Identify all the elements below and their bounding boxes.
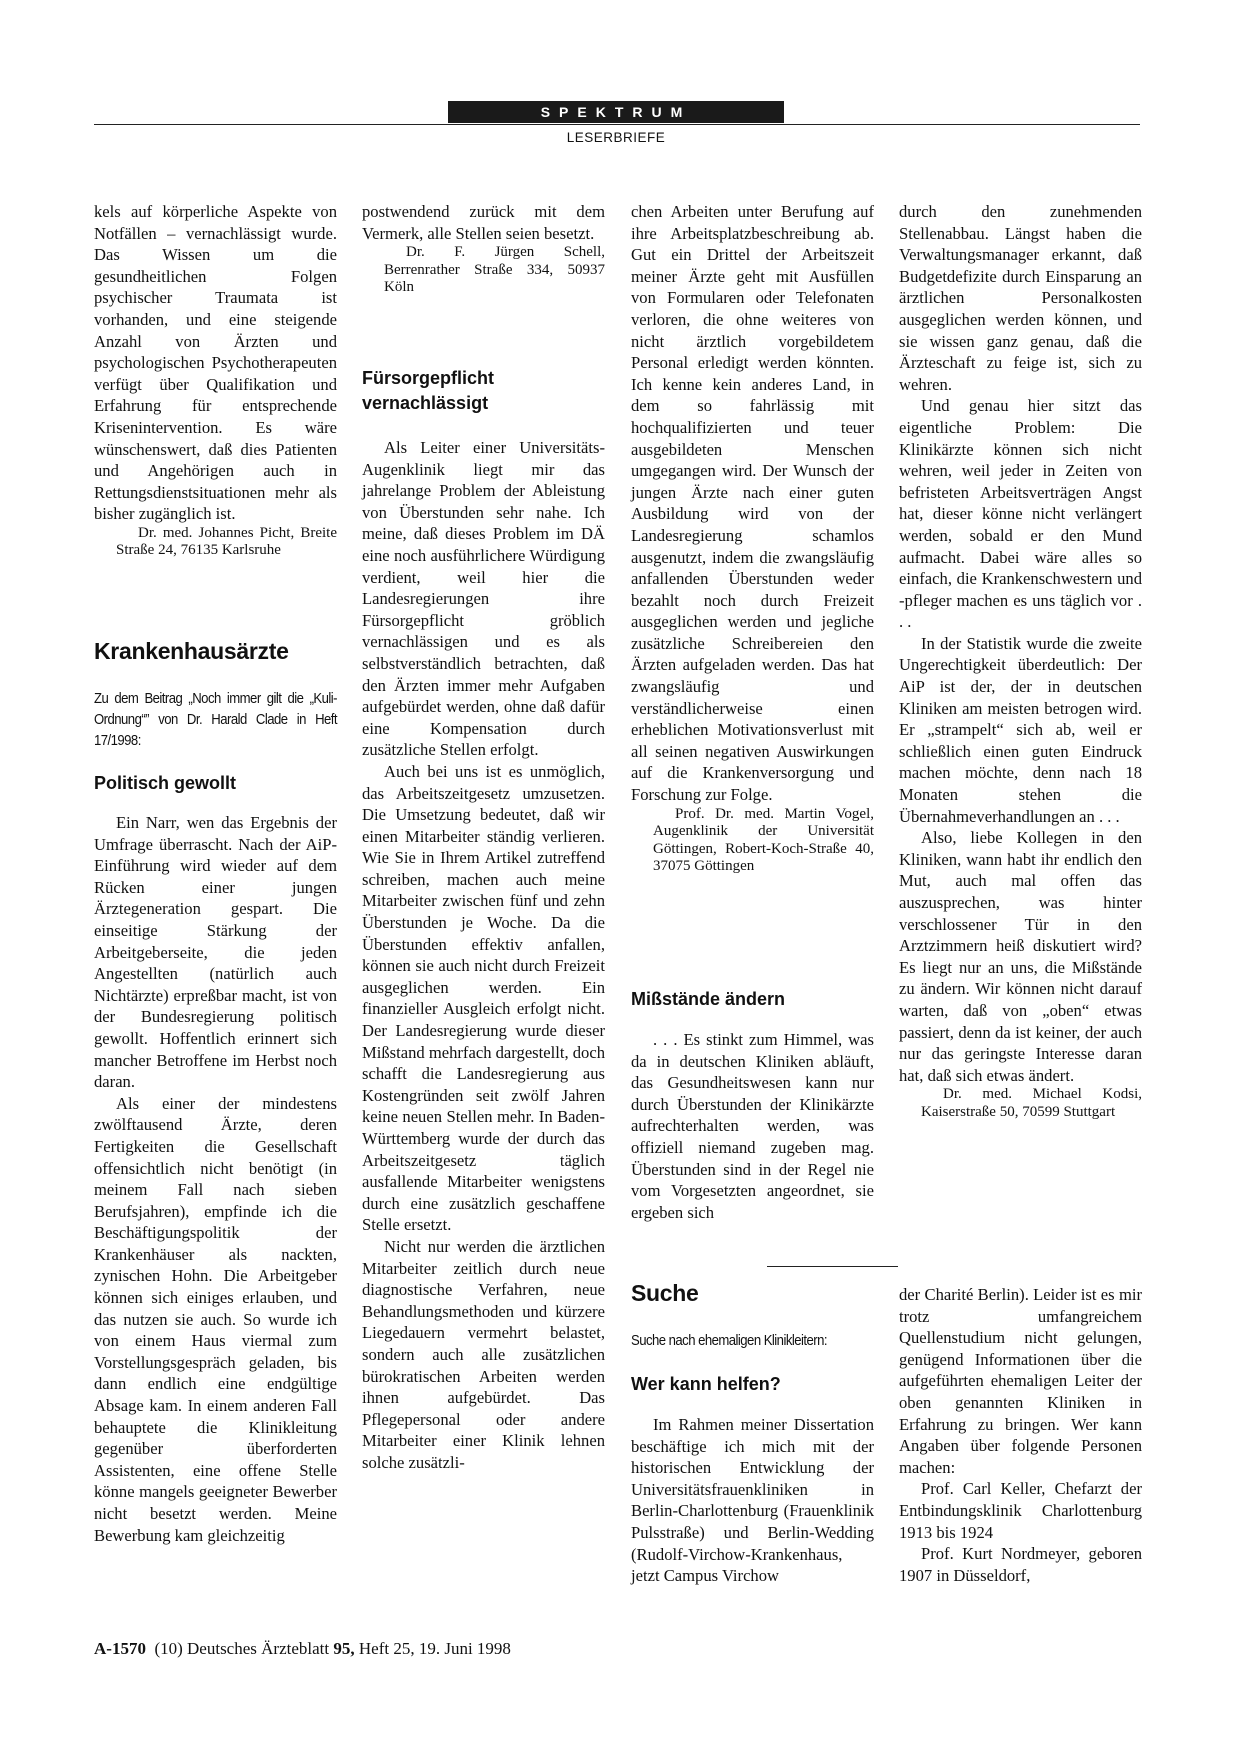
paragraph: Prof. Kurt Nordmeyer, geboren 1907 in Düsseldorf,	[899, 1544, 1142, 1585]
paragraph: Als Leiter einer Universitäts-Augenklinik liegt mir das jahrelange Problem der Ableistung von Überstunden sehr nahe. Ich meine, daß dieses Problem im DÄ eine noch ausführlichere Würdigung verdient, weil hier die Landesregierungen ihre Fürsorgepflicht gröblich vernachlässigen und es als selbstverständlich betrachten, daß den Ärzten immer mehr Aufgaben aufgebürdet werden, ohne daß dafür eine Kompensation durch zusätzliche Stellen erfolgt.	[362, 438, 605, 760]
paragraph: In der Statistik wurde die zweite Ungerechtigkeit überdeutlich: Der AiP ist der, der in deutschen Kliniken am meisten betrogen wird. Er „strampelt“ sich ab, weil er schließlich einen guten Eindruck machen möchte, denn nach 18 Monaten stehen die Übernahmeverhandlungen an . . .	[899, 633, 1142, 826]
section-heading: Krankenhausärzte	[94, 638, 289, 664]
letter-heading: Wer kann helfen?	[631, 1374, 781, 1394]
subsection-label: LESERBRIEFE	[566, 130, 666, 145]
paragraph: Als einer der mindestens zwölftausend Ärzte, deren Fertigkeiten die Gesellschaft offensichtlich nicht benötigt (in meinem Fall nach sieben Berufsjahren), empfinde ich die Beschäftigungspolitik der Krankenhäuser als nackten, zynischen Hohn. Die Arbeitgeber können sich einiges erlauben, und das nutzen sie auch. So wurde ich von einem Haus viermal zum Vorstellungsgespräch geladen, bis dann endlich eine endgültige Absage kam. In einem anderen Fall behauptete die Klinikleitung gegenüber überforderten Assistenten, eine offene Stelle könne mangels geeigneter Bewerber nicht besetzt werden. Meine Bewerbung kam gleichzeitig	[94, 1093, 337, 1545]
journal-name: (10) Deutsches Ärzteblatt	[154, 1639, 330, 1658]
paragraph: Und genau hier sitzt das eigentliche Problem: Die Klinikärzte können sich nicht wehren, weil jeder in Zeiten von befristeten Arbeitsverträgen Angst hat, dieser könne nicht verlängert werden, sobald er den Mund aufmacht. Dabei wäre alles so einfach, die Krankenschwestern und -pfleger machen es uns täglich vor . . .	[899, 396, 1142, 632]
paragraph: durch den zunehmenden Stellenabbau. Längst haben die Verwaltungsmanager erkannt, daß Budgetdefizite durch Einsparung an ärztlichen Personalkosten ausgeglichen werden können, und sie wissen ganz genau, daß die Ärzteschaft zu feige ist, sich zu wehren.	[899, 202, 1142, 394]
paragraph: der Charité Berlin). Leider ist es mir trotz umfangreichem Quellenstudium nicht gelungen, genügend Informationen über die aufgeführten ehemaligen Leiter der oben genannten Kliniken in Erfahrung zu bringen. Wer kann Angaben über folgende Personen machen:	[899, 1285, 1142, 1477]
paragraph: postwendend zurück mit dem Vermerk, alle Stellen seien besetzt.	[362, 202, 605, 243]
signature: Dr. F. Jürgen Schell, Berrenrather Straße 334, 50937 Köln	[384, 244, 605, 296]
letter-heading: Politisch gewollt	[94, 773, 237, 793]
paragraph: . . . Es stinkt zum Himmel, was da in deutschen Kliniken abläuft, das Gesundheitswesen kann nur durch Überstunden der Klinikärzte aufrechterhalten werden, was offiziell niemand zugeben mag. Überstunden sind in der Regel nie vom Vorgesetzten angeordnet, sie ergeben sich	[631, 1030, 874, 1222]
paragraph: chen Arbeiten unter Berufung auf ihre Arbeitsplatzbeschreibung ab. Gut ein Drittel der Arbeitszeit meiner Ärzte geht mit Ausfüllen von Formularen oder Telefonaten verloren, die ohne weiteres von nicht ärztlich vorgebildetem Personal erledigt werden könnten. Ich kenne kein anderes Land, in dem so fahrlässig mit hochqualifizierten und teuer ausgebildeten Menschen umgegangen wird. Der Wunsch der jungen Ärzte nach einer guten Ausbildung wird von der Landesregierung schamlos ausgenutzt, indem die zwangsläufig anfallenden Überstunden weder bezahlt noch durch Freizeit ausgeglichen werden und jegliche zusätzliche Schreibereien den Ärzten aufgeladen werden. Das hat zwangsläufig und verständlicherweise einen erheblichen Motivationsverlust mit all seinen negativen Auswirkungen auf die Krankenversorgung und Forschung zur Folge.	[631, 202, 874, 805]
article-reference: Suche nach ehemaligen Klinikleitern:	[631, 1333, 827, 1349]
section-heading: Suche	[631, 1280, 699, 1306]
letter-heading: Fürsorgepflicht vernachlässigt	[362, 368, 495, 413]
paragraph: Nicht nur werden die ärztlichen Mitarbeiter zeitlich durch neue diagnostische Verfahren, neue Behandlungsmethoden und kürzere Liegedauern vermehrt belastet, sondern auch alle zusätzlichen bürokratischen Arbeiten werden ihnen aufgebürdet. Das Pflegepersonal oder andere Mitarbeiter einer Klinik lehnen solche zusätzli-	[362, 1236, 605, 1472]
letter-heading: Mißstände ändern	[631, 989, 786, 1009]
article-reference: Zu dem Beitrag „Noch immer gilt die „Kuli-Ordnung“” von Dr. Harald Clade in Heft 17/1998:	[94, 691, 337, 749]
paragraph: Prof. Carl Keller, Chefarzt der Entbindungsklinik Charlottenburg 1913 bis 1924	[899, 1479, 1142, 1542]
paragraph: kels auf körperliche Aspekte von Notfällen – vernachlässigt wurde. Das Wissen um die gesundheitlichen Folgen psychischer Traumata ist vorhanden, und eine steigende Anzahl von Ärzten und psychologischen Psychotherapeuten verfügt über Qualifikation und Erfahrung für entsprechende Krisenintervention. Es wäre wünschenswert, daß dies Patienten und Angehörigen auch in Rettungsdienstsituationen mehr als bisher zugänglich ist.	[94, 202, 337, 524]
page-footer	[94, 1639, 511, 1659]
signature: Prof. Dr. med. Martin Vogel, Augenklinik der Universität Göttingen, Robert-Koch-Straße 40, 37075 Göttingen	[653, 805, 874, 875]
paragraph: Ein Narr, wen das Ergebnis der Umfrage überrascht. Nach der AiP-Einführung wird wieder auf dem Rücken einer jungen Ärztegeneration gespart. Die einseitige Stärkung der Arbeitgeberseite, die jeden Angestellten (natürlich auch Nichtärzte) erpreßbar macht, ist von der Bundesregierung politisch gewollt. Hoffentlich erinnert sich mancher Betroffene im Herbst noch daran.	[94, 813, 337, 1092]
volume-number: 95,	[333, 1639, 355, 1658]
paragraph: Im Rahmen meiner Dissertation beschäftige ich mich mit der historischen Entwicklung der Universitätsfrauenkliniken in Berlin-Charlottenburg (Frauenklinik Pulsstraße) und Berlin-Wedding (Rudolf-Virchow-Krankenhaus, jetzt Campus Virchow	[631, 1415, 874, 1586]
paragraph: Auch bei uns ist es unmöglich, das Arbeitszeitgesetz umzusetzen. Die Umsetzung bedeutet, daß wir einen Mitarbeiter ständig verlieren. Wie Sie in Ihrem Artikel zutreffend schreiben, machen auch meine Mitarbeiter zwischen fünf und zehn Überstunden je Woche. Da die Überstunden effektiv anfallen, können sie auch nicht durch Freizeit ausgeglichen werden. Ein finanzieller Ausgleich erfolgt nicht. Der Landesregierung wurde dieser Mißstand mehrfach dargestellt, doch schafft die Landesregierung aus Kostengründen seit zwölf Jahren keine neuen Stellen mehr. In Baden-Württemberg wurde der durch das Arbeitszeitgesetz täglich ausfallende Mitarbeiter wenigstens durch eine zusätzlich geschaffene Stelle ersetzt.	[362, 761, 605, 1235]
section-banner: SPEKTRUM	[448, 101, 784, 123]
paragraph: Also, liebe Kollegen in den Kliniken, wann habt ihr endlich den Mut, auch mal offen das auszusprechen, was hinter verschlossener Tür in den Arztzimmern heiß diskutiert wird? Es liegt nur an uns, die Mißstände zu ändern. Wir können nicht darauf warten, daß von „oben“ etwas passiert, denn da ist keiner, der auch nur das geringste Interesse daran hat, daß sich etwas ändert.	[899, 828, 1142, 1085]
header-rule	[94, 124, 1140, 125]
page-number: A-1570	[94, 1639, 146, 1658]
signature: Dr. med. Johannes Picht, Breite Straße 24, 76135 Karlsruhe	[116, 524, 337, 559]
divider	[767, 1266, 898, 1267]
signature: Dr. med. Michael Kodsi, Kaiserstraße 50, 70599 Stuttgart	[921, 1086, 1142, 1120]
issue-date: Heft 25, 19. Juni 1998	[358, 1639, 511, 1658]
